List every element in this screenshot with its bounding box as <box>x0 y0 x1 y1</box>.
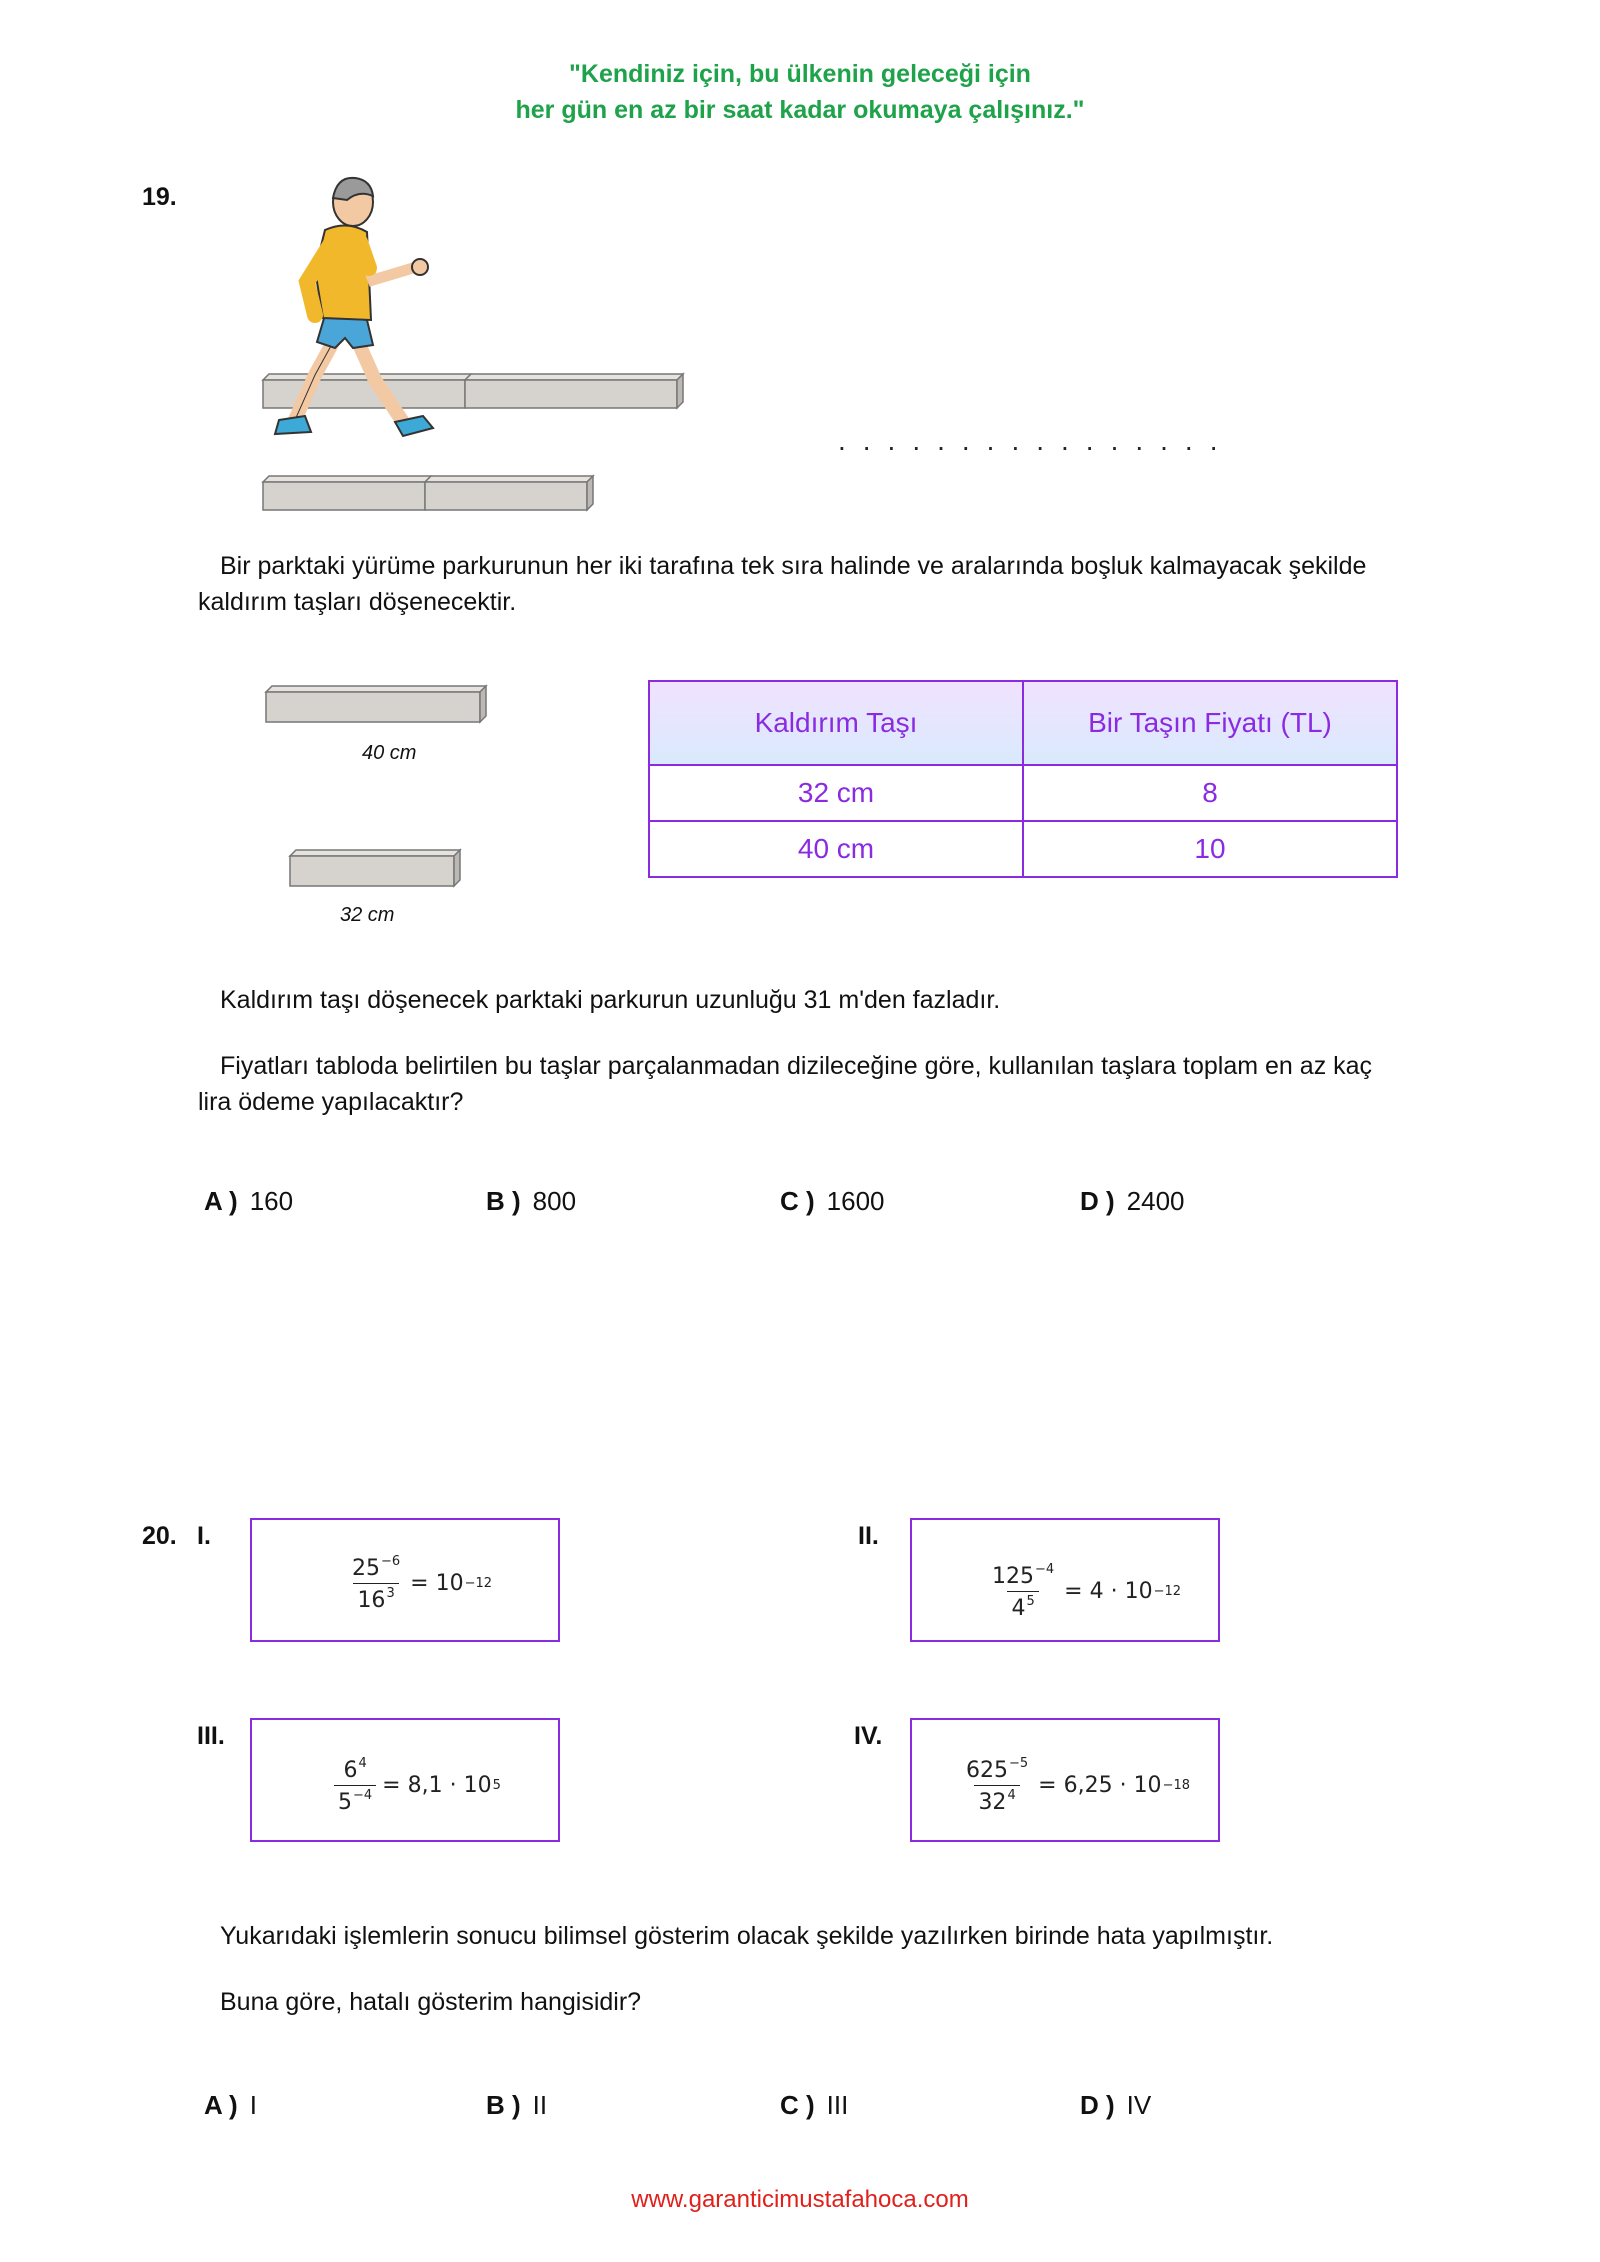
footer-url[interactable]: www.garanticimustafahoca.com <box>631 2186 969 2213</box>
option-value: II <box>532 2090 548 2120</box>
option-value: 1600 <box>826 1186 885 1216</box>
q19-option-b[interactable] <box>486 1186 576 1217</box>
option-value: 2400 <box>1126 1186 1185 1216</box>
stone-40cm-label: 40 cm <box>362 742 417 764</box>
item-iv-expression: $\frac{625^{-5}}{32^4}$ = 6,25 · 10 −18 <box>962 1756 1190 1815</box>
question-20-number: 20. <box>142 1522 177 1550</box>
question-20-text-2: Buna göre, hatalı gösterim hangisidir? <box>220 1988 642 2016</box>
fraction: $\frac{25^{-6}}{16^3}$ <box>352 1554 401 1613</box>
stone-40cm-image <box>262 682 492 732</box>
table-row <box>649 821 1397 877</box>
option-value: IV <box>1126 2090 1152 2120</box>
price-table-header <box>649 681 1397 765</box>
item-iii-box <box>250 1718 560 1842</box>
option-label: B ) <box>486 1186 521 1216</box>
item-iii-label: III. <box>197 1722 225 1750</box>
stone-32cm-image <box>286 846 466 896</box>
header-stone: Kaldırım Taşı <box>649 681 1023 765</box>
q20-option-b[interactable] <box>486 2090 547 2121</box>
fraction: $\frac{6^4}{5^{-4}}$ <box>334 1756 376 1815</box>
item-ii-box <box>910 1518 1220 1642</box>
cell-stone-32: 32 cm <box>649 765 1023 821</box>
option-label: C ) <box>780 2090 815 2120</box>
question-19-text-2: Fiyatları tabloda belirtilen bu taşlar parçalanmadan dizileceğine göre, kullanılan taşlara toplam en az kaç lira ödeme yapılacaktır? <box>198 1052 1373 1116</box>
question-19-intro: Bir parktaki yürüme parkurunun her iki tarafına tek sıra halinde ve aralarında boşluk kalmayacak şekilde kaldırım taşları döşenecektir. <box>198 552 1367 616</box>
option-label: C ) <box>780 1186 815 1216</box>
item-i-expression: $\frac{25^{-6}}{16^3}$ = 10 −12 <box>348 1554 492 1613</box>
stone-lower-left <box>263 476 431 510</box>
item-ii-label: II. <box>858 1522 879 1550</box>
option-value: I <box>249 2090 257 2120</box>
option-label: A ) <box>204 2090 238 2120</box>
walking-man-illustration <box>255 170 695 520</box>
option-label: A ) <box>204 1186 238 1216</box>
item-iv-box <box>910 1718 1220 1842</box>
q19-option-c[interactable] <box>780 1186 885 1217</box>
cell-price-40: 10 <box>1023 821 1397 877</box>
option-value: III <box>826 2090 849 2120</box>
question-20-text-1: Yukarıdaki işlemlerin sonucu bilimsel gösterim olacak şekilde yazılırken birinde hata yapılmıştır. <box>220 1922 1274 1950</box>
item-ii-expression: $\frac{125^{-4}}{4^5}$ = 4 · 10 −12 <box>988 1562 1181 1621</box>
table-row <box>649 765 1397 821</box>
price-table <box>648 680 1398 878</box>
item-i-box <box>250 1518 560 1642</box>
cell-price-32: 8 <box>1023 765 1397 821</box>
motto-line-1: "Kendiniz için, bu ülkenin geleceği için <box>569 60 1031 88</box>
fraction: $\frac{625^{-5}}{32^4}$ <box>966 1756 1029 1815</box>
item-iii-expression: $\frac{6^4}{5^{-4}}$ = 8,1 · 10 5 <box>334 1756 501 1815</box>
q19-option-a[interactable] <box>204 1186 293 1217</box>
option-label: D ) <box>1080 1186 1115 1216</box>
item-iv-label: IV. <box>854 1722 883 1750</box>
q20-option-d[interactable] <box>1080 2090 1151 2121</box>
stone-32cm-label: 32 cm <box>340 904 395 926</box>
question-19-text-1: Kaldırım taşı döşenecek parktaki parkurun uzunluğu 31 m'den fazladır. <box>220 986 1001 1014</box>
q19-option-d[interactable] <box>1080 1186 1185 1217</box>
option-value: 800 <box>532 1186 577 1216</box>
stone-lower-right <box>425 476 593 510</box>
q20-option-a[interactable] <box>204 2090 257 2121</box>
header-price: Bir Taşın Fiyatı (TL) <box>1023 681 1397 765</box>
motto-line-2: her gün en az bir saat kadar okumaya çalışınız." <box>515 96 1085 124</box>
question-19-number: 19. <box>142 183 177 211</box>
item-i-label: I. <box>197 1522 211 1550</box>
fraction: $\frac{125^{-4}}{4^5}$ <box>992 1562 1055 1621</box>
answer-dots: ................ <box>838 425 1235 456</box>
stone-upper-right <box>465 374 683 408</box>
cell-stone-40: 40 cm <box>649 821 1023 877</box>
option-label: B ) <box>486 2090 521 2120</box>
option-value: 160 <box>249 1186 294 1216</box>
q20-option-c[interactable] <box>780 2090 848 2121</box>
option-label: D ) <box>1080 2090 1115 2120</box>
